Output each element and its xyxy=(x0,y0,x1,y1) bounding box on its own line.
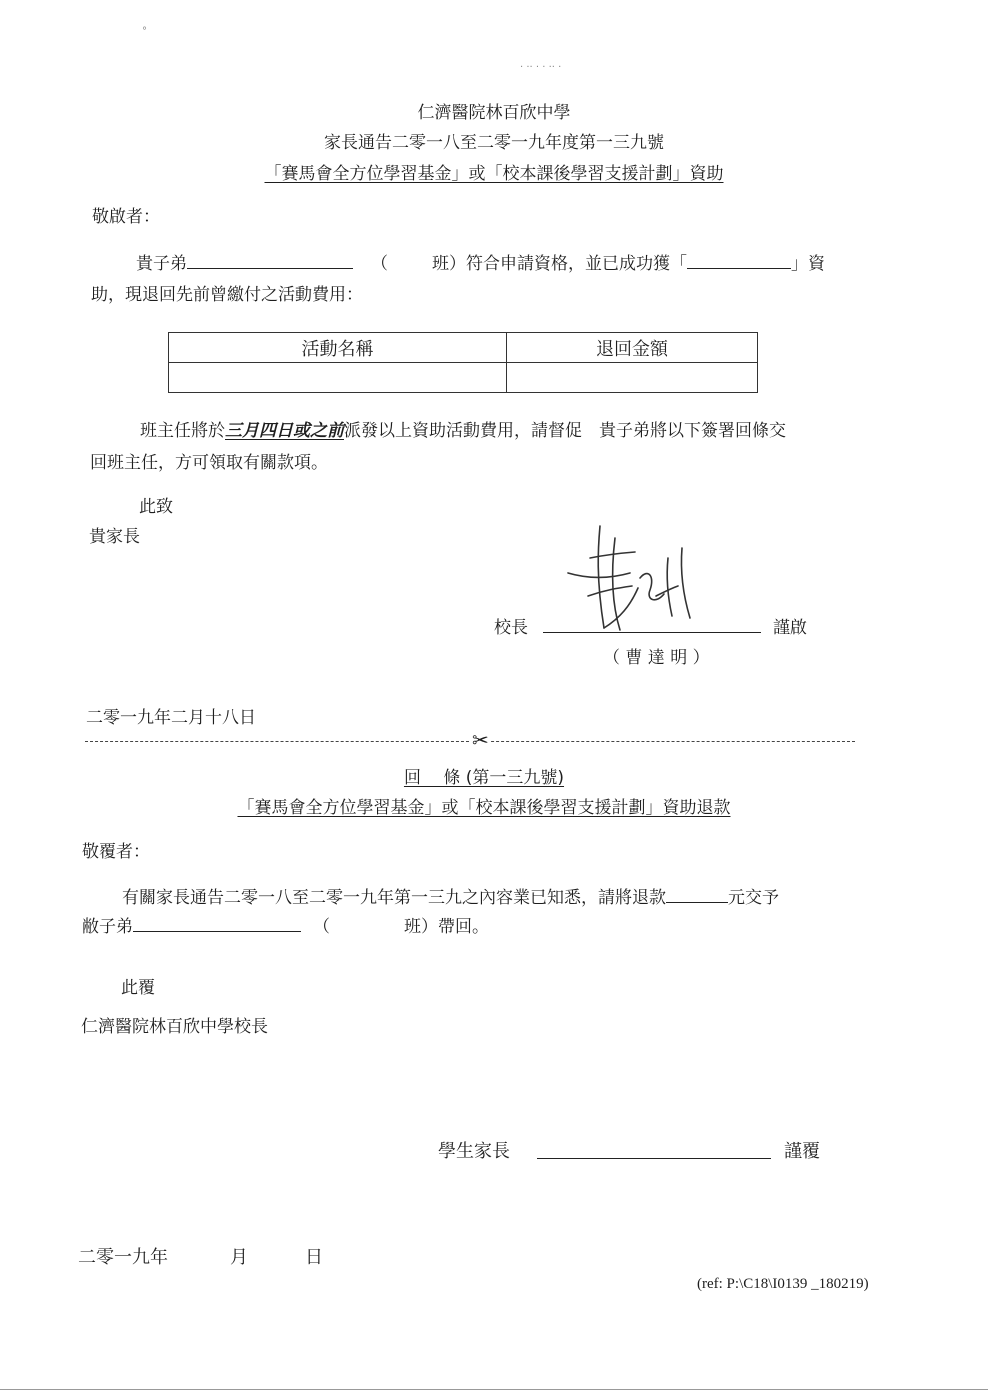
parent-label: 學生家長 xyxy=(438,1141,510,1162)
notice-subject: 「賽馬會全方位學習基金」或「校本課後學習支援計劃」資助 xyxy=(264,164,724,184)
scan-speck: · ·· · · ·· · xyxy=(520,62,562,73)
refund-amount-blank xyxy=(666,886,728,903)
letter-paragraph-2 xyxy=(140,416,786,441)
principal-label: 校長 xyxy=(494,618,528,638)
parent-signature-line xyxy=(537,1158,771,1159)
p1-class: 班）符合申請資格，並已成功獲「 xyxy=(432,254,687,274)
reply-student-blank xyxy=(133,915,301,932)
scissors-icon: ✂ xyxy=(472,728,489,752)
reply-date-day: 日 xyxy=(305,1247,323,1268)
table-header-amount: 退回金額 xyxy=(507,333,758,363)
letter-closing: 此致 xyxy=(139,497,173,517)
deadline-emphasis: 三月四日或之前 xyxy=(225,421,344,441)
reply-body-line1 xyxy=(122,883,779,908)
letter-paragraph-1 xyxy=(136,249,825,274)
letter-paragraph-2-line2: 回班主任，方可領取有關款項。 xyxy=(90,453,328,473)
activity-cell xyxy=(169,363,507,393)
reply-closing: 此覆 xyxy=(121,978,155,998)
p1-start: 貴子弟 xyxy=(136,254,187,274)
reply-class-text: 班）帶回。 xyxy=(404,917,489,937)
table-header-row xyxy=(169,333,758,363)
notice-number: 家長通告二零一八至二零一九年度第一三九號 xyxy=(324,133,664,153)
reply-recipient: 仁濟醫院林百欣中學校長 xyxy=(81,1017,268,1037)
p2-rest: 派發以上資助活動費用，請督促 貴子弟將以下簽署回條交 xyxy=(344,421,786,441)
scan-edge xyxy=(0,1389,988,1390)
reply-subject: 「賽馬會全方位學習基金」或「校本課後學習支援計劃」資助退款 xyxy=(237,798,731,818)
reply-body-text: 有關家長通告二零一八至二零一九年第一三九之內容業已知悉，請將退款 xyxy=(122,888,666,908)
reference-code: (ref: P:\C18\I0139 _180219) xyxy=(697,1276,869,1292)
reply-title: 回 條 (第一三九號) xyxy=(403,768,565,788)
table-header-activity: 活動名稱 xyxy=(169,333,507,363)
student-name-blank xyxy=(187,252,353,269)
reply-body-suffix: 元交予 xyxy=(728,888,779,908)
table-row xyxy=(169,363,758,393)
p1-close: 」資 xyxy=(791,254,825,274)
p2-start: 班主任將於 xyxy=(140,421,225,441)
refund-table xyxy=(168,332,758,393)
principal-name: （ 曹 達 明 ） xyxy=(603,648,710,668)
principal-respect: 謹啟 xyxy=(773,618,807,638)
letter-paragraph-1-line2: 助，現退回先前曾繳付之活動費用： xyxy=(91,285,363,305)
reply-date-year: 二零一九年 xyxy=(78,1247,168,1268)
reply-body-line2 xyxy=(82,912,489,937)
school-name: 仁濟醫院林百欣中學 xyxy=(417,103,571,123)
reply-date-month: 月 xyxy=(230,1247,248,1268)
letter-salutation: 敬啟者： xyxy=(92,207,160,227)
amount-cell xyxy=(507,363,758,393)
reply-salutation: 敬覆者： xyxy=(82,842,150,862)
reply-paren: （ xyxy=(313,917,330,937)
reply-son-label: 敝子弟 xyxy=(82,917,133,937)
parent-respect: 謹覆 xyxy=(784,1141,820,1162)
fund-name-blank xyxy=(687,252,791,269)
principal-signature xyxy=(560,518,710,640)
scan-speck: ° xyxy=(142,26,147,37)
p1-paren: （ xyxy=(371,254,388,274)
letter-recipient: 貴家長 xyxy=(89,527,140,547)
letter-date: 二零一九年二月十八日 xyxy=(86,708,256,728)
